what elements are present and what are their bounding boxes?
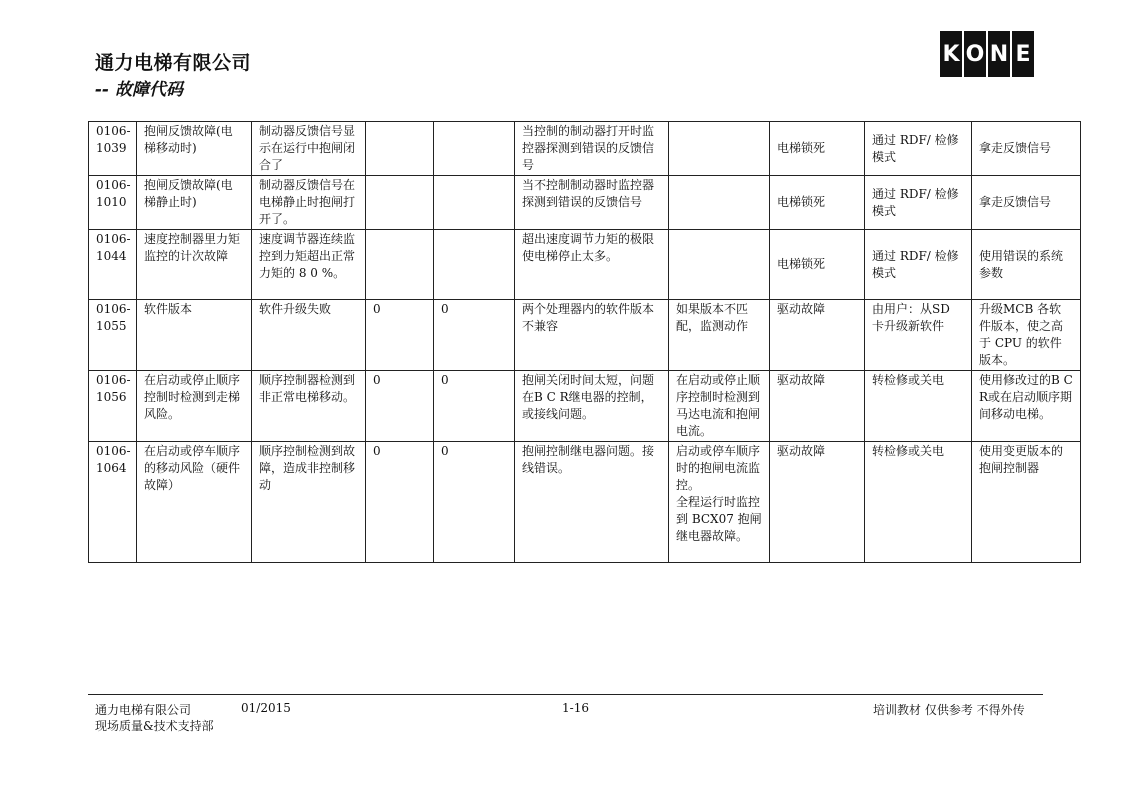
fault-code: 0106-1055 — [89, 300, 137, 371]
fault-code-table — [88, 121, 1081, 563]
value-cell: 0 — [366, 371, 434, 442]
fault-code: 0106-1044 — [89, 230, 137, 300]
remedy: 使用错误的系统参数 — [972, 230, 1081, 300]
fault-name: 速度控制器里力矩监控的计次故障 — [137, 230, 252, 300]
remedy: 使用修改过的B C R或在启动顺序期间移动电梯。 — [972, 371, 1081, 442]
logo-letter: K — [940, 31, 962, 77]
fault-effect: 电梯锁死 — [770, 122, 865, 176]
value-cell — [366, 230, 434, 300]
recovery: 通过 RDF/ 检修模式 — [865, 176, 972, 230]
value-cell: 0 — [434, 371, 515, 442]
recovery: 转检修或关电 — [865, 442, 972, 563]
remedy: 升级MCB 各软件版本，使之高于 CPU 的软件版本。 — [972, 300, 1081, 371]
logo-letter: O — [964, 31, 986, 77]
fault-cause: 抱闸控制继电器问题。接线错误。 — [515, 442, 669, 563]
value-cell: 0 — [434, 442, 515, 563]
value-cell — [434, 230, 515, 300]
fault-cause: 超出速度调节力矩的极限使电梯停止太多。 — [515, 230, 669, 300]
fault-effect: 电梯锁死 — [770, 230, 865, 300]
logo-letter: E — [1012, 31, 1034, 77]
fault-code: 0106-1039 — [89, 122, 137, 176]
page-number: 1-16 — [562, 701, 589, 715]
value-cell — [366, 122, 434, 176]
value-cell: 0 — [434, 300, 515, 371]
recovery: 转检修或关电 — [865, 371, 972, 442]
fault-code: 0106-1064 — [89, 442, 137, 563]
fault-description: 制动器反馈信号在电梯静止时抱闸打开了。 — [252, 176, 366, 230]
fault-name: 在启动或停止顺序控制时检测到走梯风险。 — [137, 371, 252, 442]
detection — [669, 230, 770, 300]
fault-cause: 当控制的制动器打开时监控器探测到错误的反馈信号 — [515, 122, 669, 176]
fault-name: 软件版本 — [137, 300, 252, 371]
detection — [669, 176, 770, 230]
footer-company: 通力电梯有限公司 — [95, 703, 192, 717]
footer-date: 01/2015 — [241, 701, 291, 715]
remedy: 拿走反馈信号 — [972, 176, 1081, 230]
page-title: 通力电梯有限公司 — [95, 52, 252, 74]
fault-effect: 电梯锁死 — [770, 176, 865, 230]
fault-effect: 驱动故障 — [770, 442, 865, 563]
footer-department: 现场质量&技术支持部 — [95, 719, 214, 733]
kone-logo — [940, 31, 1034, 77]
detection: 如果版本不匹配，监测动作 — [669, 300, 770, 371]
value-cell: 0 — [366, 300, 434, 371]
fault-description: 顺序控制器检测到非正常电梯移动。 — [252, 371, 366, 442]
value-cell — [366, 176, 434, 230]
fault-cause: 两个处理器内的软件版本不兼容 — [515, 300, 669, 371]
value-cell — [434, 176, 515, 230]
logo-letter: N — [988, 31, 1010, 77]
footer-notice: 培训教材 仅供参考 不得外传 — [873, 703, 1025, 717]
fault-code: 0106-1010 — [89, 176, 137, 230]
fault-name: 抱闸反馈故障(电梯移动时) — [137, 122, 252, 176]
fault-description: 顺序控制检测到故障，造成非控制移动 — [252, 442, 366, 563]
fault-name: 在启动或停车顺序的移动风险（硬件故障） — [137, 442, 252, 563]
page-subtitle: -- 故障代码 — [95, 80, 184, 100]
table-row — [89, 442, 1081, 563]
recovery: 由用户：从SD 卡升级新软件 — [865, 300, 972, 371]
detection — [669, 122, 770, 176]
fault-effect: 驱动故障 — [770, 371, 865, 442]
fault-cause: 抱闸关闭时间太短，问题在B C R继电器的控制，或接线问题。 — [515, 371, 669, 442]
fault-description: 软件升级失败 — [252, 300, 366, 371]
table-row — [89, 300, 1081, 371]
remedy: 拿走反馈信号 — [972, 122, 1081, 176]
recovery: 通过 RDF/ 检修模式 — [865, 122, 972, 176]
table-row — [89, 176, 1081, 230]
remedy: 使用变更版本的抱闸控制器 — [972, 442, 1081, 563]
fault-effect: 驱动故障 — [770, 300, 865, 371]
table-row — [89, 371, 1081, 442]
fault-description: 速度调节器连续监控到力矩超出正常力矩的 8 0 %。 — [252, 230, 366, 300]
value-cell: 0 — [366, 442, 434, 563]
footer-divider — [88, 694, 1043, 695]
recovery: 通过 RDF/ 检修模式 — [865, 230, 972, 300]
fault-code: 0106-1056 — [89, 371, 137, 442]
value-cell — [434, 122, 515, 176]
fault-description: 制动器反馈信号显示在运行中抱闸闭合了 — [252, 122, 366, 176]
detection: 启动或停车顺序时的抱闸电流监控。 全程运行时监控到 BCX07 抱闸继电器故障。 — [669, 442, 770, 563]
detection: 在启动或停止顺序控制时检测到马达电流和抱闸电流。 — [669, 371, 770, 442]
table-row — [89, 230, 1081, 300]
fault-name: 抱闸反馈故障(电梯静止时) — [137, 176, 252, 230]
table-row — [89, 122, 1081, 176]
fault-cause: 当不控制制动器时监控器探测到错误的反馈信号 — [515, 176, 669, 230]
